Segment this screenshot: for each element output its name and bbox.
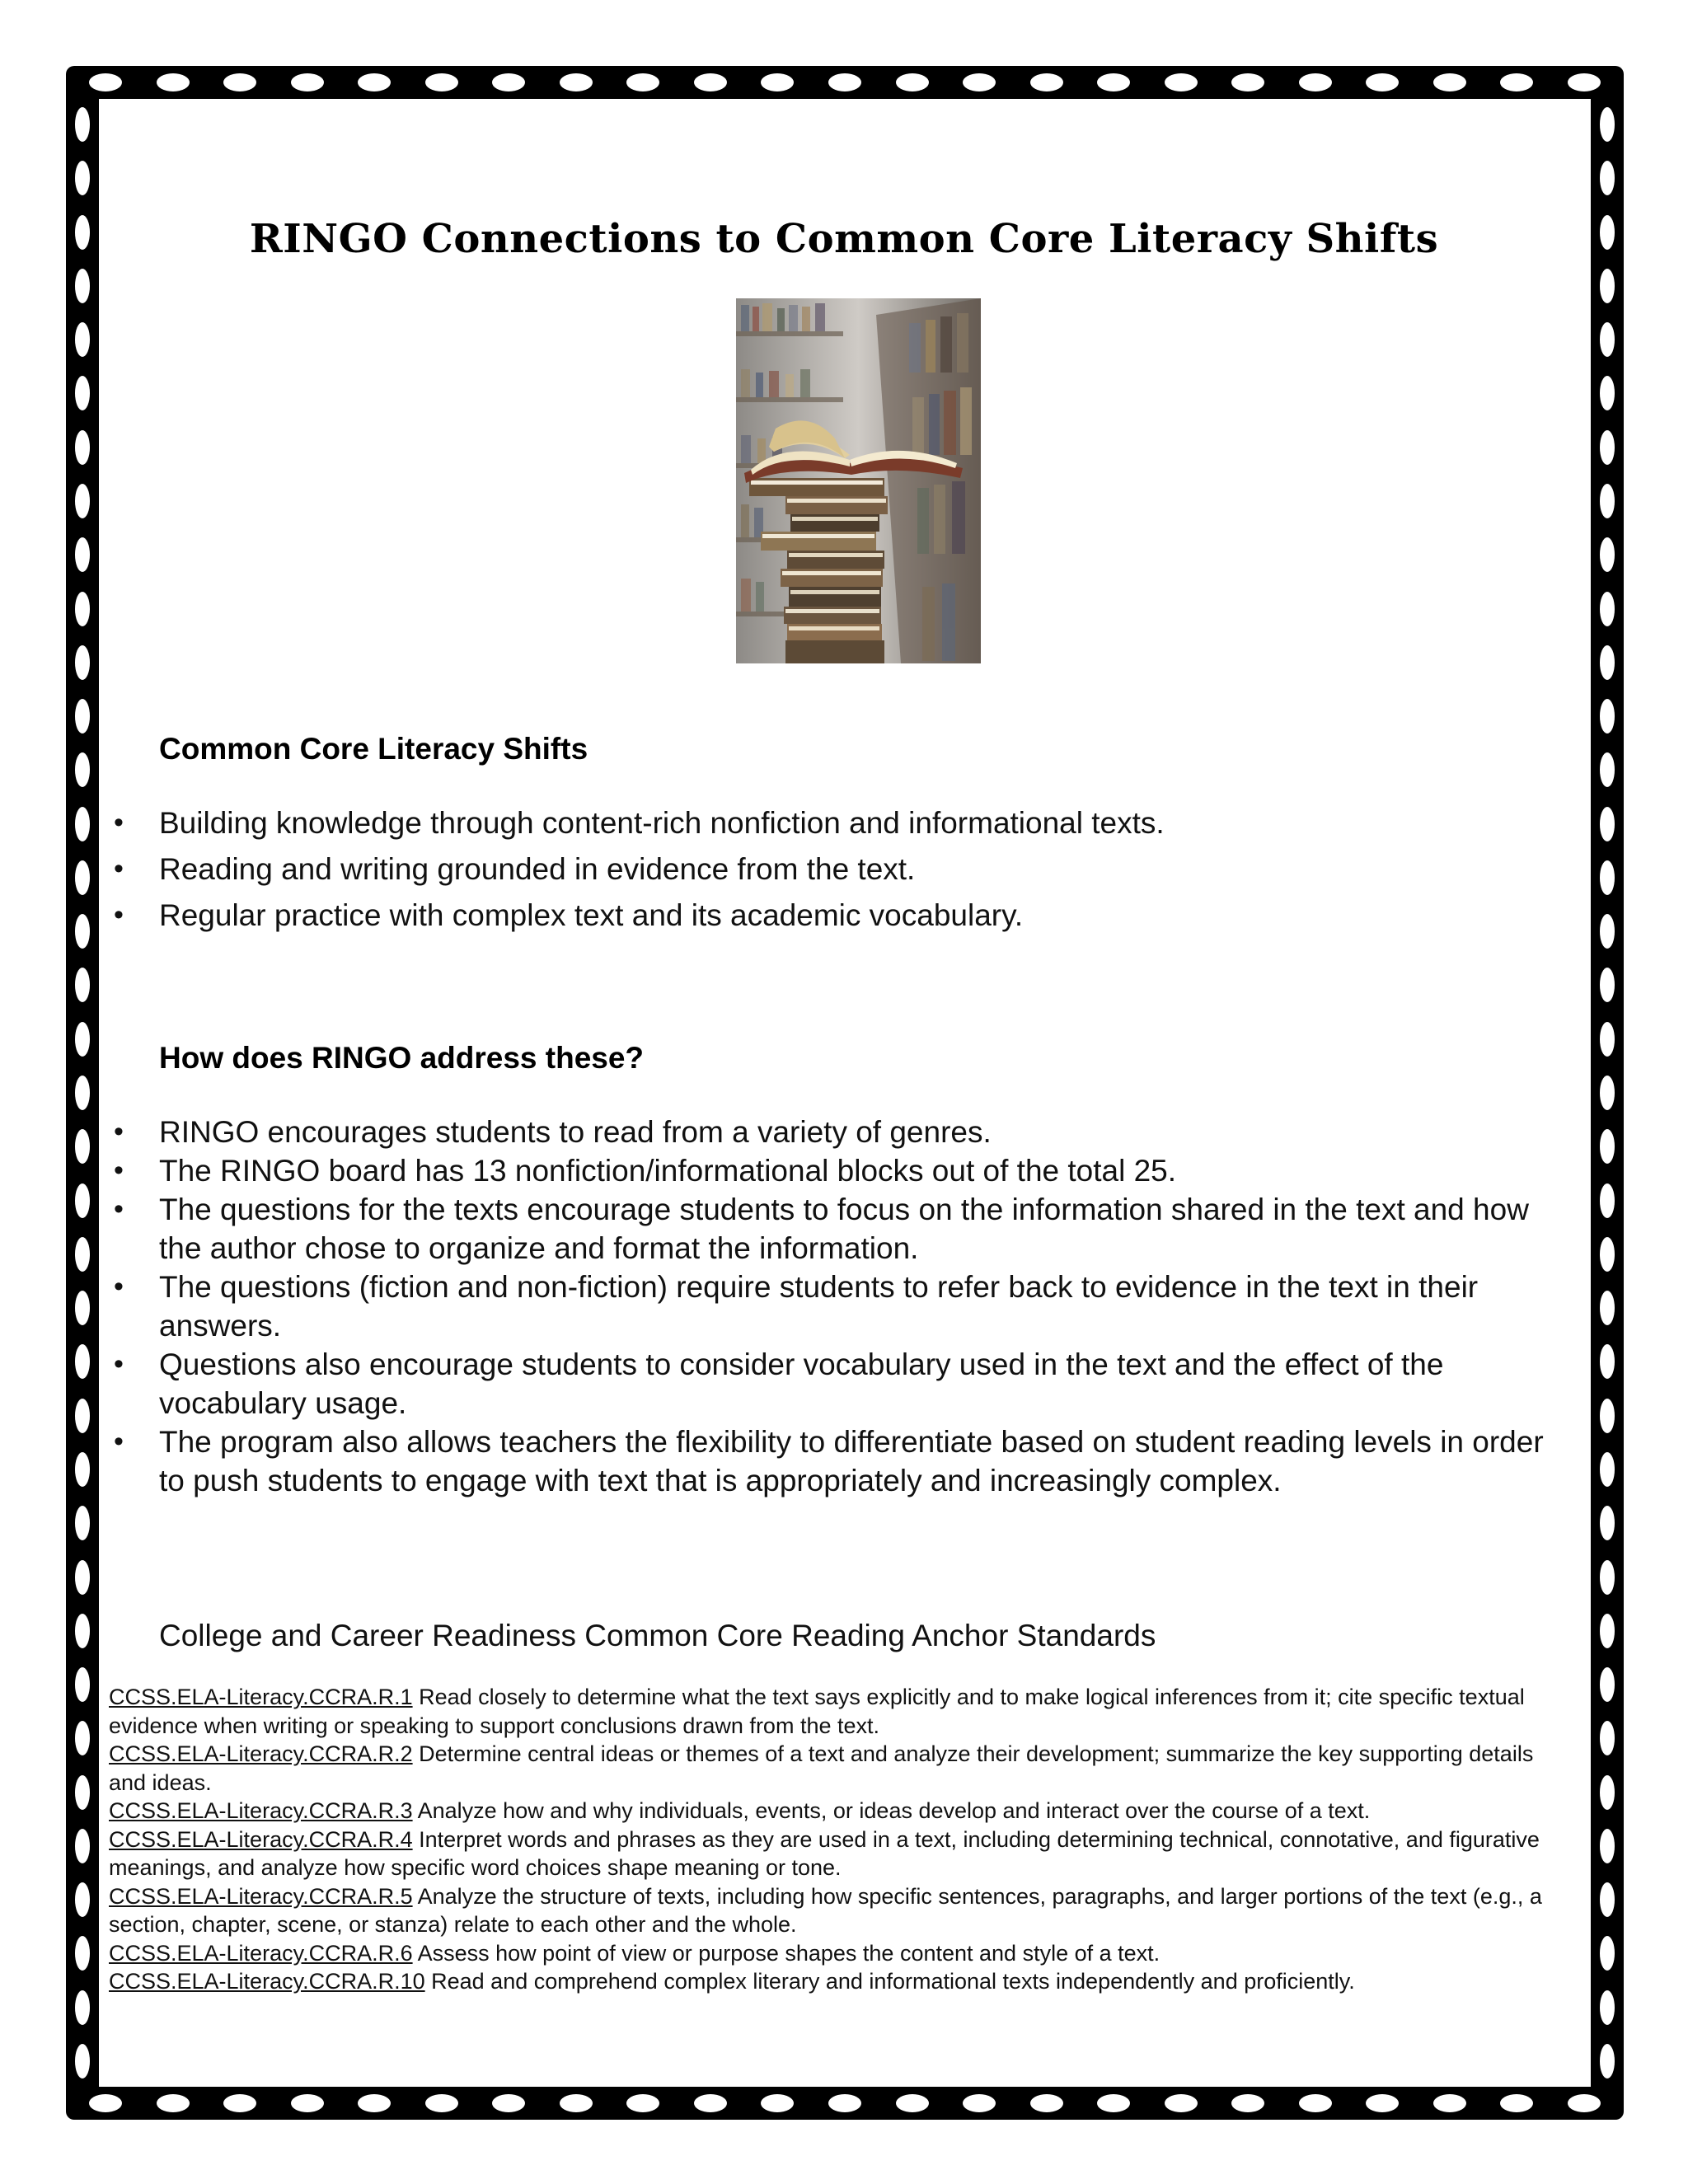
standard-link[interactable]: CCSS.ELA-Literacy.CCRA.R.2 <box>109 1741 413 1766</box>
standard-item <box>109 1825 1559 1882</box>
standards-heading: College and Career Readiness Common Core Reading Anchor Standards <box>159 1619 1156 1652</box>
standard-link[interactable]: CCSS.ELA-Literacy.CCRA.R.6 <box>109 1940 413 1966</box>
page-title: RINGO Connections to Common Core Literacy Shifts <box>249 216 1439 262</box>
standard-link[interactable]: CCSS.ELA-Literacy.CCRA.R.5 <box>109 1883 413 1909</box>
standard-link[interactable]: CCSS.ELA-Literacy.CCRA.R.4 <box>109 1826 413 1852</box>
list-item: • Regular practice with complex text and its academic vocabulary. <box>159 896 1552 935</box>
standard-text: Interpret words and phrases as they are used in a text, including determining technical, connotative, and figurative meanings, and analyze how specific word choices shape meaning or tone. <box>109 1826 1540 1880</box>
standard-link[interactable]: CCSS.ELA-Literacy.CCRA.R.1 <box>109 1685 413 1709</box>
ringo-heading: How does RINGO address these? <box>159 1041 645 1075</box>
standard-text: Analyze the structure of texts, including how specific sentences, paragraphs, and larger portions of the text (e.g., a section, chapter, scene, or stanza) relate to each other and the whole. <box>109 1883 1542 1937</box>
standard-link[interactable]: CCSS.ELA-Literacy.CCRA.R.3 <box>109 1798 413 1823</box>
standard-text: Determine central ideas or themes of a text and analyze their development; summarize the key supporting details and ideas. <box>109 1741 1534 1795</box>
standard-text: Analyze how and why individuals, events, or ideas develop and interact over the course of a text. <box>412 1798 1371 1823</box>
standard-item <box>109 1939 1559 1968</box>
standard-item <box>109 1683 1559 1740</box>
shifts-list <box>159 804 1552 942</box>
list-item: • Questions also encourage students to consider vocabulary used in the text and the effect of the vocabulary usage. <box>159 1345 1552 1422</box>
list-item: • RINGO encourages students to read from a variety of genres. <box>159 1113 1552 1151</box>
standard-text: Read and comprehend complex literary and informational texts independently and proficiently. <box>424 1969 1355 1994</box>
list-item: • The RINGO board has 13 nonfiction/informational blocks out of the total 25. <box>159 1151 1552 1190</box>
ringo-list <box>159 1113 1552 1500</box>
standard-text: Read closely to determine what the text says explicitly and to make logical inferences from it; cite specific textual evidence when writing or speaking to support conclusions drawn from the text. <box>109 1685 1525 1738</box>
list-item: • Building knowledge through content-rich nonfiction and informational texts. <box>159 804 1552 842</box>
standard-text: Assess how point of view or purpose shapes the content and style of a text. <box>412 1940 1160 1966</box>
list-item: • Reading and writing grounded in evidence from the text. <box>159 850 1552 888</box>
standard-item <box>109 1882 1559 1939</box>
list-item: • The program also allows teachers the flexibility to differentiate based on student reading levels in order to push students to engage with text that is appropriately and increasingly complex. <box>159 1422 1552 1500</box>
standards-list <box>109 1683 1559 1996</box>
list-item: • The questions for the texts encourage students to focus on the information shared in the text and how the author chose to organize and format the information. <box>159 1190 1552 1268</box>
standard-link[interactable]: CCSS.ELA-Literacy.CCRA.R.10 <box>109 1969 425 1994</box>
standard-item <box>109 1797 1559 1825</box>
list-item: • The questions (fiction and non-fiction) require students to refer back to evidence in the text in their answers. <box>159 1268 1552 1345</box>
stacked-books-library-photo <box>736 298 981 663</box>
shifts-heading: Common Core Literacy Shifts <box>159 732 588 766</box>
standard-item <box>109 1967 1559 1996</box>
standard-item <box>109 1740 1559 1797</box>
